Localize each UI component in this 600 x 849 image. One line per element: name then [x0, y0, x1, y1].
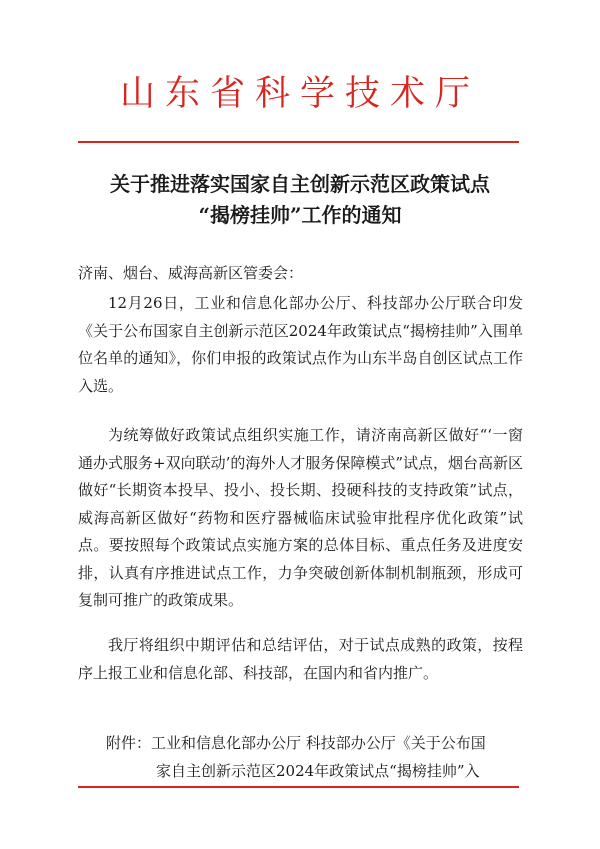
notice-title-line2: “揭榜挂帅”工作的通知	[198, 203, 402, 227]
attachment-line1: 工业和信息化部办公厅 科技部办公厅《关于公布国	[151, 734, 486, 752]
body-paragraph-3: 我厅将组织中期评估和总结评估，对于试点成熟的政策，按程序上报工业和信息化部、科技部，在国内和省内推广。	[78, 636, 523, 682]
org-letterhead: 山东省科学技术厅	[119, 74, 480, 114]
body-paragraph-1: 12月26日，工业和信息化部办公厅、科技部办公厅联合印发《关于公布国家自主创新示范区2024年政策试点“揭榜挂帅”入围单位名单的通知》，你们申报的政策试点作为山东半岛自创区试点工作入选。	[78, 294, 523, 395]
body-paragraph-2: 为统筹做好政策试点组织实施工作，请济南高新区做好“‘一窗通办式服务+双向联动’的海外人才服务保障模式”试点，烟台高新区做好“长期资本投早、投小、投长期、投硬科技的支持政策”试点，威海高新区做好“药物和医疗器械临床试验审批程序优化政策”试点。要按照每个政策试点实施方案的总体目标、重点任务及进度安排，认真有序推进试点工作，力争突破创新体制机制瓶颈，形成可复制可推广的政策成果。	[78, 426, 524, 609]
footer-red-rule	[78, 786, 519, 788]
attachment-line2: 家自主创新示范区2024年政策试点“揭榜挂帅”入	[156, 762, 480, 780]
attachment-label: 附件：	[106, 734, 152, 752]
attachment-note	[106, 729, 526, 785]
addressee: 济南、烟台、威海高新区管委会：	[78, 264, 304, 282]
letterhead-red-rule	[78, 141, 519, 143]
notice-title-line1: 关于推进落实国家自主创新示范区政策试点	[110, 172, 490, 196]
